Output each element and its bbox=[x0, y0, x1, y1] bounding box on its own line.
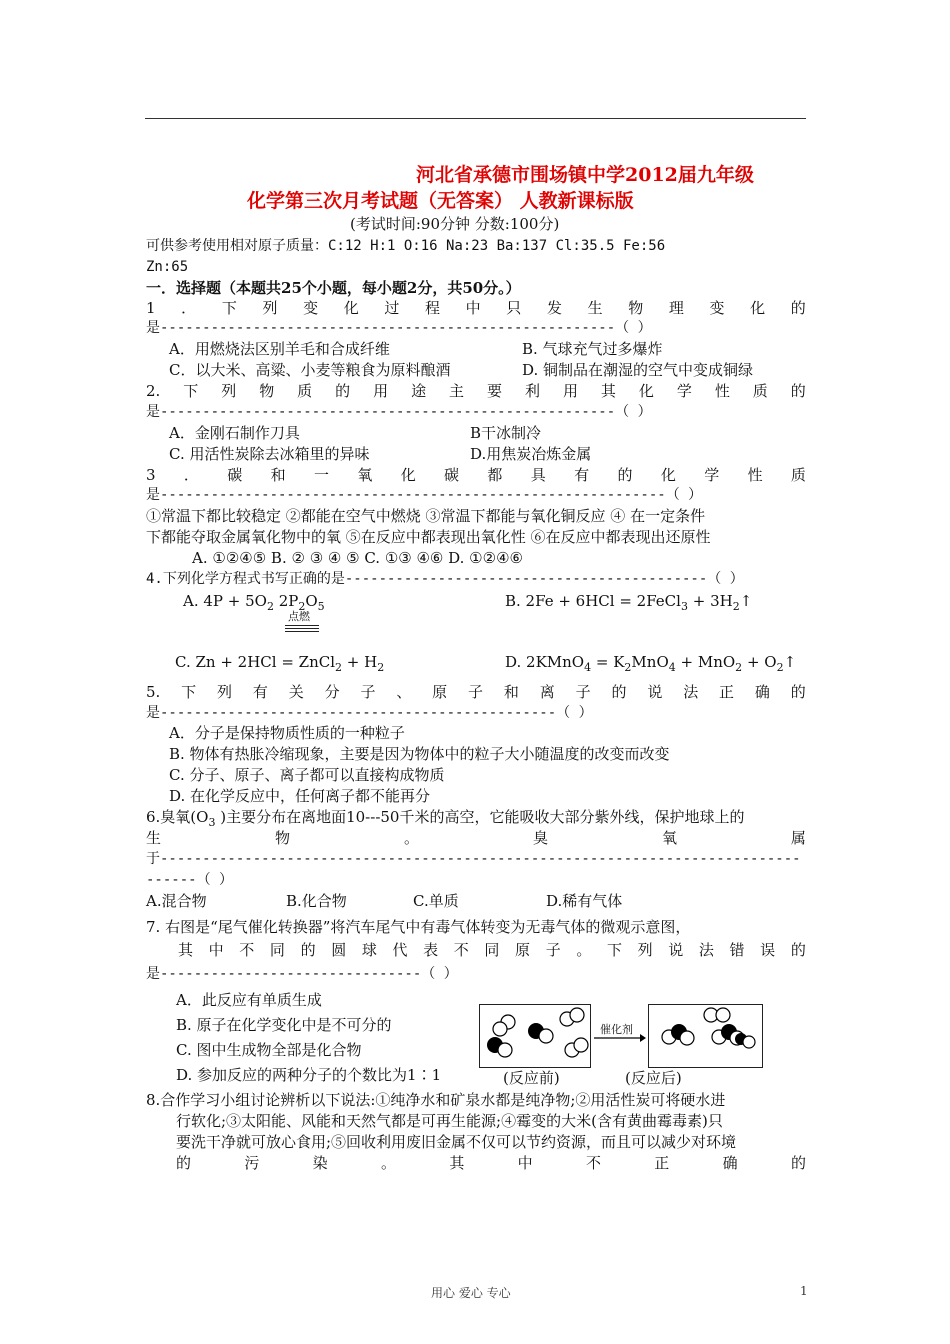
after-molecules bbox=[649, 1005, 762, 1067]
before-reaction-label: (反应前) bbox=[503, 1069, 560, 1087]
q5-option-d: D. 在化学反应中，任何离子都不能再分 bbox=[169, 787, 431, 805]
before-reaction-box bbox=[479, 1004, 591, 1068]
q8-line1: 8.合作学习小组讨论辨析以下说法:①纯净水和矿泉水都是纯净物;②用活性炭可将硬水进 bbox=[146, 1091, 726, 1109]
footer-motto: 用心 爱心 专心 bbox=[431, 1286, 511, 1300]
q3-stem-line2: 是------------------------------------------------------------（ ） bbox=[146, 487, 703, 503]
q6-option-b: B.化合物 bbox=[286, 892, 347, 910]
q3-statement-line1: ①常温下都比较稳定 ②都能在空气中燃烧 ③常温下都能与氧化铜反应 ④ 在一定条件 bbox=[146, 507, 706, 525]
q2-option-c: C. 用活性炭除去冰箱里的异味 bbox=[169, 445, 370, 463]
q6-option-d: D.稀有气体 bbox=[546, 892, 623, 910]
q1-option-c: C．以大米、高粱、小麦等粮食为原料酿酒 bbox=[169, 361, 451, 379]
q6-option-a: A.混合物 bbox=[146, 892, 207, 910]
q4-stem: 4.下列化学方程式书写正确的是-------------------------------------------（ ） bbox=[146, 571, 744, 587]
arrow-icon bbox=[592, 1033, 647, 1043]
q4-condition-line-2 bbox=[285, 628, 319, 629]
q4-condition-line-1 bbox=[285, 625, 319, 626]
after-reaction-label: (反应后) bbox=[625, 1069, 682, 1087]
q4-option-d: D. 2KMnO$_4$ = $K_2MnO_4 + MnO_2$ + $O_2↑$ bbox=[505, 653, 797, 674]
title-line-1: 河北省承德市围场镇中学2012届九年级 bbox=[416, 164, 754, 186]
q5-option-b: B. 物体有热胀冷缩现象，主要是因为物体中的粒子大小随温度的改变而改变 bbox=[169, 745, 670, 763]
q5-option-c: C. 分子、原子、离子都可以直接构成物质 bbox=[169, 766, 445, 784]
q6-stem-line2: 生 物 。 臭 氧 属 bbox=[146, 829, 806, 847]
q1-option-d: D. 铜制品在潮湿的空气中变成铜绿 bbox=[522, 361, 754, 379]
q6-stem-line3: 于---------------------------------------------------------------------------- bbox=[146, 851, 801, 867]
q1-option-b: B. 气球充气过多爆炸 bbox=[522, 340, 663, 358]
q2-option-a: A．金刚石制作刀具 bbox=[169, 424, 300, 442]
q5-option-a: A．分子是保持物质性质的一种粒子 bbox=[169, 724, 405, 742]
catalyst-label: 催化剂 bbox=[600, 1023, 633, 1036]
q2-option-d: D.用焦炭冶炼金属 bbox=[470, 445, 592, 463]
q7-option-b: B. 原子在化学变化中是不可分的 bbox=[176, 1016, 392, 1034]
q4-option-c: C. Zn + 2HCl = ZnCl$_2$ + $H_2$ bbox=[175, 653, 385, 674]
q1-option-a: A．用燃烧法区别羊毛和合成纤维 bbox=[169, 340, 390, 358]
q8-line2: 行软化;③太阳能、风能和天然气都是可再生能源;④霉变的大米(含有黄曲霉毒素)只 bbox=[176, 1112, 723, 1130]
q7-option-a: A．此反应有单质生成 bbox=[176, 991, 322, 1009]
q2-option-b: B干冰制冷 bbox=[470, 424, 542, 442]
atomic-mass-line-2: Zn:65 bbox=[146, 259, 189, 275]
q4-condition-line-3 bbox=[285, 631, 319, 632]
before-molecules bbox=[480, 1005, 590, 1067]
header-rule bbox=[145, 118, 806, 119]
q5-stem: 5. 下 列 有 关 分 子 、 原 子 和 离 子 的 说 法 正 确 的 bbox=[146, 683, 806, 701]
q6-option-c: C.单质 bbox=[413, 892, 459, 910]
page-number: 1 bbox=[800, 1284, 808, 1298]
q4-option-b: B. 2Fe + 6HCl = 2FeCl$_3$ + $3H_2↑$ bbox=[505, 592, 753, 613]
q7-stem-line1: 7. 右图是“尾气催化转换器”将汽车尾气中有毒气体转变为无毒气体的微观示意图， bbox=[146, 918, 691, 936]
atomic-mass-line-1: 可供参考使用相对原子质量：C:12 H:1 O:16 Na:23 Ba:137 Cl:35.5 Fe:56 bbox=[146, 238, 666, 254]
q2-stem-line2: 是------------------------------------------------------（ ） bbox=[146, 404, 652, 420]
q7-stem-line3: 是-------------------------------（ ） bbox=[146, 966, 458, 982]
after-reaction-box bbox=[648, 1004, 763, 1068]
q3-options: A. ①②④⑤ B. ② ③ ④ ⑤ C. ①③ ④⑥ D. ①②④⑥ bbox=[192, 549, 523, 567]
q3-statement-line2: 下都能夺取金属氧化物中的氧 ⑤在反应中都表现出氧化性 ⑥在反应中都表现出还原性 bbox=[146, 528, 711, 546]
q4-option-a: A. $4P + 5O_2$ $2P_2O_5$ bbox=[183, 592, 325, 613]
title-line-2: 化学第三次月考试题（无答案） 人教新课标版 bbox=[247, 190, 634, 212]
section-heading: 一．选择题（本题共25个小题，每小题2分，共50分。） bbox=[146, 279, 521, 297]
q1-stem-line2: 是------------------------------------------------------（ ） bbox=[146, 320, 652, 336]
q3-stem: 3 ． 碳 和 一 氧 化 碳 都 具 有 的 化 学 性 质 bbox=[146, 466, 806, 484]
q4-condition-label: 点燃 bbox=[288, 610, 310, 623]
q8-line3: 要洗干净就可放心食用;⑤回收利用废旧金属不仅可以节约资源，而且可以减少对环境 bbox=[176, 1133, 737, 1151]
q7-stem-line2: 其 中 不 同 的 圆 球 代 表 不 同 原 子 。 下 列 说 法 错 误 的 bbox=[178, 941, 806, 959]
q6-stem-line4: ------（ ） bbox=[146, 872, 234, 888]
q8-line4: 的 污 染 。 其 中 不 正 确 的 bbox=[176, 1154, 806, 1172]
q5-stem-line2: 是-----------------------------------------------（ ） bbox=[146, 705, 593, 721]
q2-stem: 2. 下 列 物 质 的 用 途 主 要 利 用 其 化 学 性 质 的 bbox=[146, 382, 806, 400]
q7-option-c: C. 图中生成物全部是化合物 bbox=[176, 1041, 362, 1059]
q7-option-d: D. 参加反应的两种分子的个数比为1∶1 bbox=[176, 1066, 442, 1084]
q6-stem-line1: 6.臭氧($O_3$ )主要分布在离地面10---50千米的高空，它能吸收大部分紫外线，保护地球上的 bbox=[146, 808, 745, 829]
q1-stem: 1 ． 下 列 变 化 过 程 中 只 发 生 物 理 变 化 的 bbox=[146, 299, 806, 317]
exam-info: (考试时间:90分钟 分数:100分) bbox=[350, 215, 560, 233]
